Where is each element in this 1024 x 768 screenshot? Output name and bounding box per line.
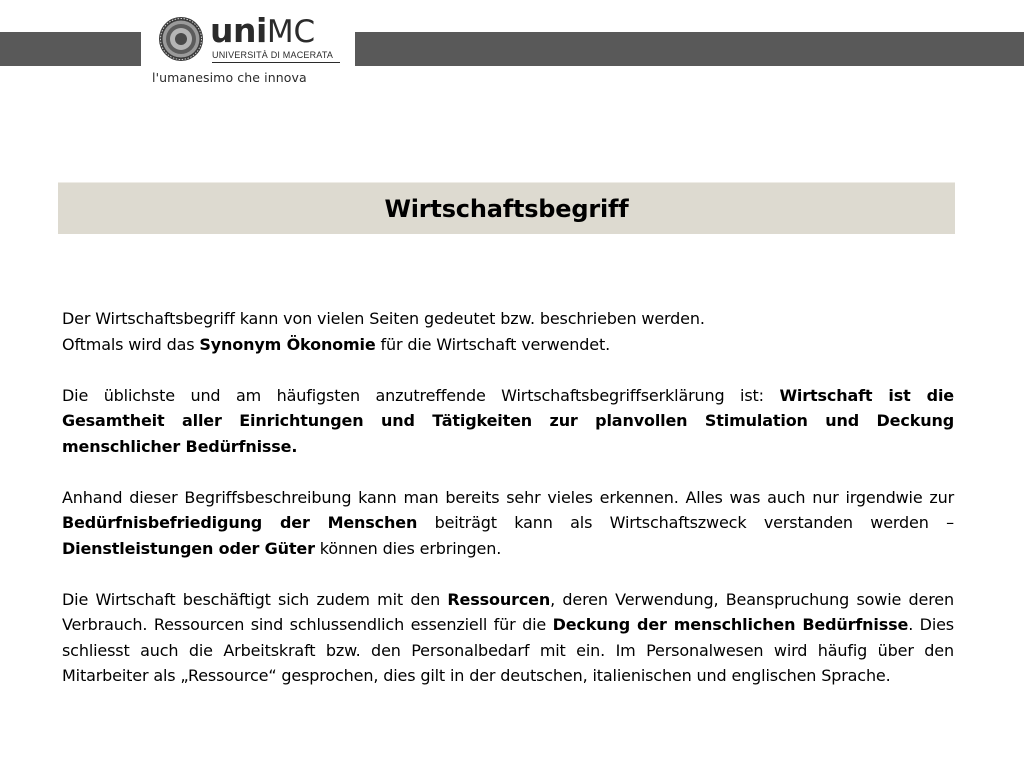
logo-divider [212,62,340,63]
bold-text: Dienstleistungen oder Güter [62,538,315,558]
bold-text: Bedürfnisbefriedigung der Menschen [62,513,418,532]
text-run: Anhand dieser Begriffsbeschreibung kann man bereits sehr vieles erkennen. Alles was auch nur irgendwie zur [62,487,954,507]
paragraph [62,485,954,562]
paragraph [62,383,954,460]
body-text [62,306,954,714]
bold-text: Synonym Ökonomie [199,334,376,354]
paragraph [62,587,954,689]
text-run: Der Wirtschaftsbegriff kann von vielen Seiten gedeutet bzw. beschrieben werden. [62,309,705,328]
text-run: Oftmals wird das [62,334,200,354]
logo-subtitle: UNIVERSITÀ DI MACERATA [212,50,334,60]
text-run: . Dies schliesst auch die Arbeitskraft bzw. den Personalbedarf mit ein. Im Personalwesen wird häufig über den Mitarbeiter als „Ressource“ gesprochen, dies gilt in der deutschen, italienischen und englischen Sprache. [62,615,954,685]
text-run: können dies erbringen. [314,538,502,558]
bold-text: Wirtschaft ist die Gesamtheit aller Einrichtungen und Tätigkeiten zur planvollen Stimulation und Deckung menschlicher Bedürfnisse. [62,385,954,456]
text-run: Die üblichste und am häufigsten anzutreffende Wirtschaftsbegriffserklärung ist: [62,385,780,405]
header-bar-right [355,32,1024,66]
text-run: für die Wirtschaft verwendet. [375,334,611,354]
paragraph [62,306,954,357]
text-run: , deren Verwendung, Beanspruchung sowie deren Verbrauch. Ressourcen sind schlussendlich essenziell für die [62,589,954,634]
university-seal-icon [158,16,204,62]
page-title: Wirtschaftsbegriff [384,194,629,223]
header-bar-left [0,32,141,66]
title-banner [58,182,955,234]
text-run: Die Wirtschaft beschäftigt sich zudem mit den [62,589,448,609]
text-run: beiträgt kann als Wirtschaftszweck verstanden werden – [417,513,954,532]
bold-text: Deckung der menschlichen Bedürfnisse [552,615,909,634]
bold-text: Ressourcen [447,589,551,609]
logo-wordmark: uniMC [210,11,316,50]
tagline: l'umanesimo che innova [152,70,307,85]
